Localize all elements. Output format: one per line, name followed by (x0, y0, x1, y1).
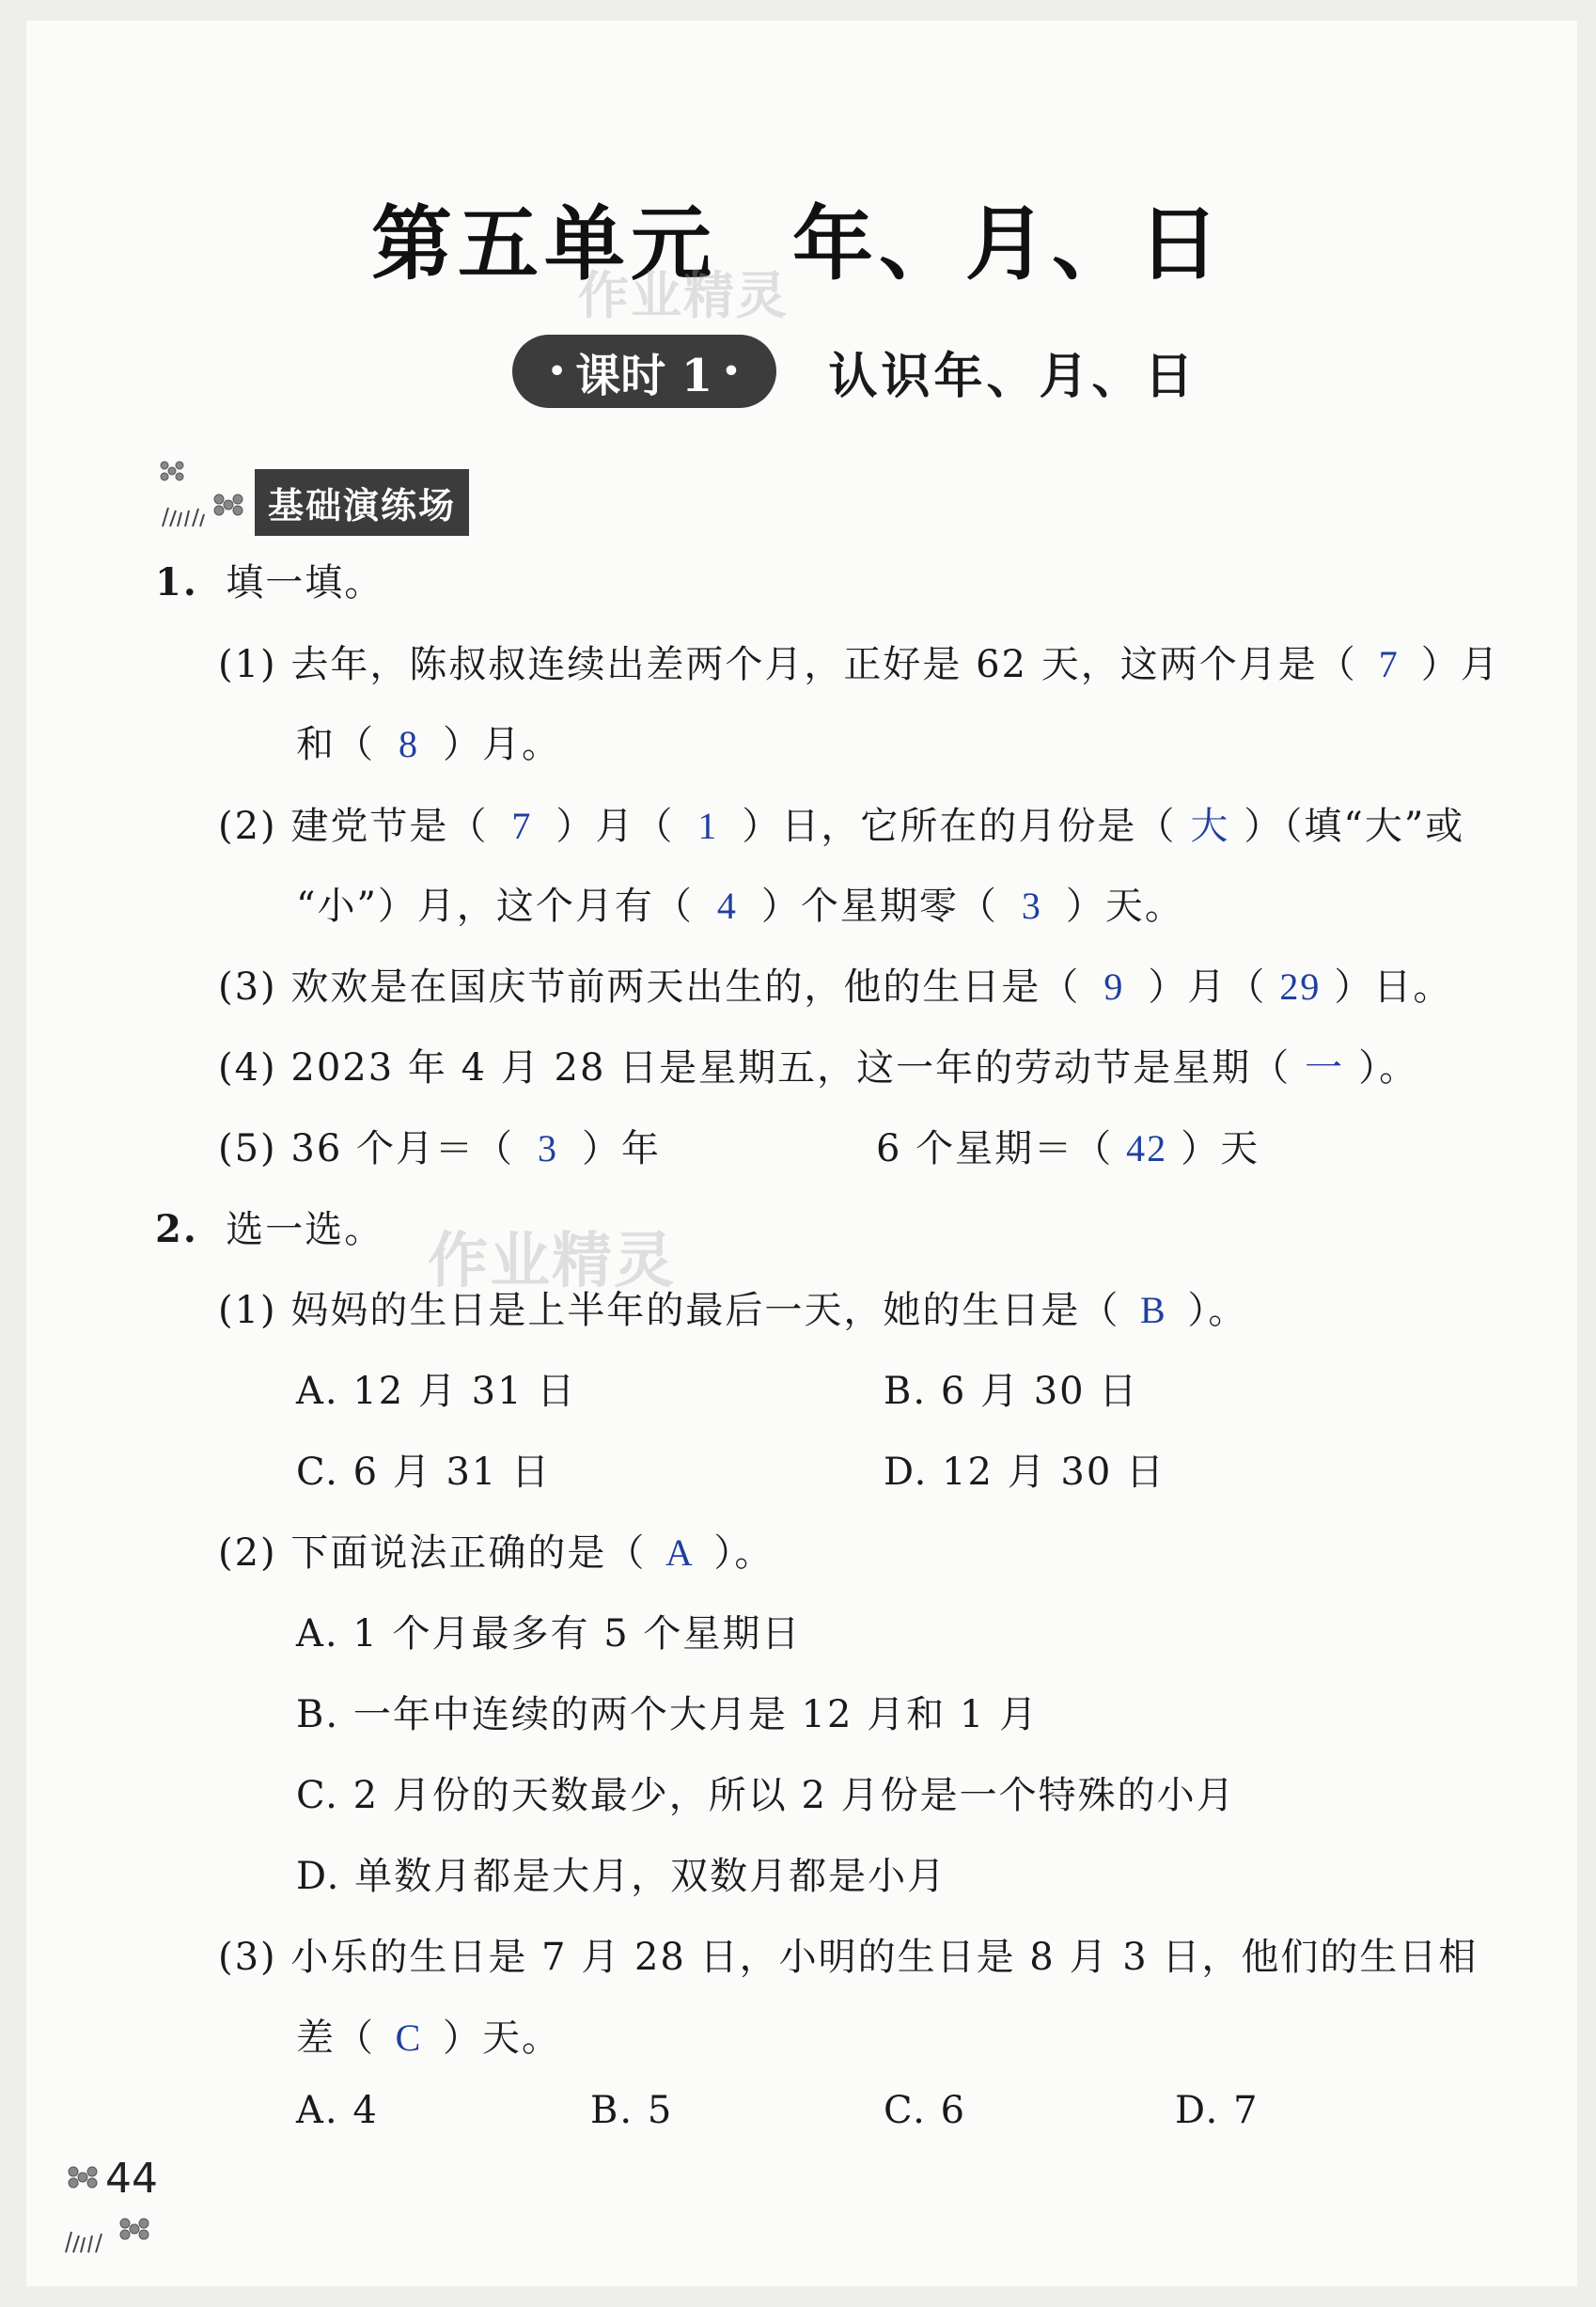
sub-text: 36 个月＝（ (290, 1127, 515, 1170)
answer: 29 (1279, 965, 1322, 1008)
q1-sub2-line1 (218, 796, 1464, 850)
question-2 (155, 1200, 383, 1253)
sub-text: 2023 年 4 月 28 日是星期五，这一年的劳动节是星期（ (290, 1046, 1291, 1090)
sub-index: (2) (218, 805, 277, 848)
sub-text: 欢欢是在国庆节前两天出生的，他的生日是（ (290, 965, 1081, 1009)
unit-title (0, 179, 1596, 295)
sub-text: 下面说法正确的是（ (290, 1531, 647, 1575)
q1-sub5-right (876, 1119, 1260, 1172)
watermark: 作业精灵 (428, 1227, 676, 1296)
page-number: 44 (105, 2155, 158, 2203)
sub-text: 建党节是（ (290, 805, 489, 848)
option: B. 6 月 30 日 (884, 1370, 1139, 1413)
sub-text: ）月 (1420, 643, 1500, 686)
sub-text: ）月（ (1148, 965, 1267, 1009)
flower-grass-icon (155, 456, 258, 531)
sub-text: ）（填“大”或 (1244, 805, 1465, 848)
sub-text: 差（ (296, 2017, 375, 2060)
sub-text: 妈妈的生日是上半年的最后一天，她的生日是（ (290, 1289, 1120, 1332)
lesson-label: 课时 1 (575, 349, 713, 402)
answer: 9 (1103, 965, 1125, 1008)
sub-text: ）。 (1358, 1046, 1419, 1090)
sub-text: 小乐的生日是 7 月 28 日，小明的生日是 8 月 3 日，他们的生日相 (290, 1936, 1479, 1979)
answer: 4 (716, 885, 738, 927)
sub-text: ）日，它所在的月份是（ (742, 805, 1177, 848)
sub-text: ）天。 (1065, 885, 1184, 928)
option: A. 1 个月最多有 5 个星期日 (296, 1612, 802, 1656)
unit-title-part2: 年、月、日 (792, 197, 1225, 291)
q1-sub5-left (218, 1119, 661, 1172)
answer: 7 (1378, 643, 1400, 685)
answer: 1 (697, 805, 719, 847)
sub-text: ）天。 (443, 2017, 561, 2060)
q1-sub4 (218, 1038, 1418, 1091)
sub-index: (3) (218, 1936, 277, 1979)
watermark: 作业精灵 (578, 266, 789, 325)
option: B. 一年中连续的两个大月是 12 月和 1 月 (296, 1693, 1040, 1736)
option: C. 6 月 31 日 (296, 1451, 552, 1494)
sub-text: “小”）月，这个月有（ (296, 885, 694, 928)
question-number: 2. (155, 1207, 198, 1251)
unit-title-part1: 第五单元 (371, 197, 717, 291)
answer: A (665, 1531, 695, 1574)
answer: 大 (1190, 805, 1230, 847)
sub-text: 和（ (296, 723, 375, 766)
q1-sub1-line2 (296, 714, 561, 768)
option: A. 12 月 31 日 (296, 1370, 577, 1413)
option: D. 12 月 30 日 (884, 1451, 1166, 1494)
sub-text: ）日。 (1334, 965, 1453, 1009)
q1-sub1-line1 (218, 635, 1500, 688)
flower-icon (111, 2205, 158, 2252)
sub-text: 6 个星期＝（ (876, 1127, 1114, 1170)
sub-text: ）月。 (443, 723, 561, 766)
sub-index: (5) (218, 1127, 277, 1170)
sub-text: ）。 (1187, 1289, 1248, 1332)
question-text: 选一选。 (226, 1208, 384, 1251)
option: C. 6 (884, 2089, 967, 2132)
sub-index: (1) (218, 643, 277, 686)
flower-icon (62, 2158, 109, 2262)
option: B. 5 (590, 2089, 674, 2132)
section-label: 基础演练场 (255, 469, 469, 536)
q1-sub2-line2 (296, 876, 1184, 930)
option: A. 4 (296, 2089, 379, 2132)
sub-index: (1) (218, 1289, 277, 1332)
q2-sub1 (218, 1280, 1247, 1334)
q2-sub3-line1 (218, 1927, 1478, 1981)
answer: B (1140, 1289, 1167, 1331)
sub-index: (4) (218, 1046, 277, 1090)
q2-sub2 (218, 1523, 774, 1577)
question-number: 1. (155, 560, 198, 604)
q1-sub3 (218, 957, 1452, 1011)
q2-sub3-line2 (296, 2008, 561, 2062)
answer: 42 (1126, 1127, 1168, 1169)
sub-text: ）。 (713, 1531, 775, 1575)
sub-index: (2) (218, 1531, 277, 1575)
lesson-header (512, 334, 1197, 409)
sub-index: (3) (218, 965, 277, 1009)
question-text: 填一填。 (226, 561, 384, 604)
sub-text: 去年，陈叔叔连续出差两个月，正好是 62 天，这两个月是（ (290, 643, 1357, 686)
answer: 一 (1305, 1046, 1345, 1089)
question-1 (155, 553, 383, 606)
answer: 3 (1021, 885, 1042, 927)
sub-text: ）个星期零（ (760, 885, 998, 928)
option: D. 7 (1175, 2089, 1260, 2132)
sub-text: ）月（ (555, 805, 675, 848)
answer: C (395, 2017, 423, 2059)
sub-text: ）年 (582, 1127, 662, 1170)
answer: 8 (399, 723, 419, 765)
sub-text: ）天 (1181, 1127, 1260, 1170)
answer: 3 (538, 1127, 559, 1169)
answer: 7 (511, 805, 533, 847)
option: C. 2 月份的天数最少，所以 2 月份是一个特殊的小月 (296, 1774, 1236, 1817)
lesson-name: 认识年、月、日 (828, 347, 1197, 405)
lesson-badge: • 课时 1 • (512, 335, 776, 408)
option: D. 单数月都是大月，双数月都是小月 (296, 1855, 947, 1898)
